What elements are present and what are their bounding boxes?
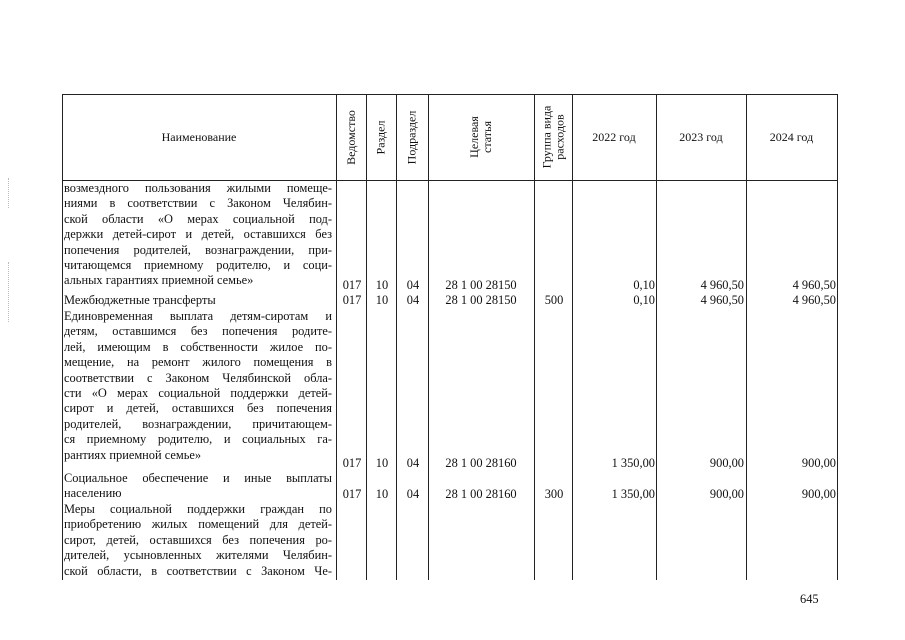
header-razdel-text: Раздел — [373, 120, 388, 154]
row-name-line: ской области, в соответствии с Законом Че- — [64, 563, 332, 578]
header-podrazdel — [396, 94, 428, 180]
row-2023: 900,00 — [709, 487, 744, 501]
header-gruppa-text — [540, 106, 566, 169]
row-podrazdel: 04 — [406, 278, 420, 292]
row-name-line: сирот, детей, оставшихся без попечения ро- — [64, 532, 332, 547]
row-name — [64, 293, 332, 308]
row-2023: 900,00 — [709, 456, 744, 470]
header-razdel — [366, 94, 396, 180]
header-2022: 2022 год — [592, 129, 636, 144]
header-2024: 2024 год — [769, 129, 814, 144]
row-name-line: попечения родителей, вознаграждении, при- — [64, 242, 332, 257]
row-name-line: приобретению жилых помещений для детей- — [64, 517, 332, 532]
header-vedomstvo-text: Ведомство — [343, 109, 358, 165]
row-podrazdel: 04 — [406, 487, 420, 501]
row-vedomstvo: 017 — [342, 487, 362, 501]
row-razdel: 10 — [375, 456, 389, 470]
row-name — [64, 181, 332, 289]
row-name-line: ся приемному родителю, и социальных га- — [64, 432, 332, 447]
row-podrazdel: 04 — [406, 293, 420, 307]
row-name — [64, 309, 332, 463]
header-podrazdel-text: Подраздел — [404, 110, 419, 164]
row-razdel: 10 — [375, 293, 389, 307]
header-celevaya-statya-text — [468, 116, 494, 158]
row-name-line: Единовременная выплата детям-сиротам и — [64, 309, 332, 323]
row-name-line: ниями в соответствии с Законом Челябин- — [64, 196, 332, 211]
row-name-line: детям, оставшимся без попечения родите- — [64, 324, 332, 339]
row-name-line: держки детей-сирот и детей, оставшихся без — [64, 227, 332, 242]
row-celevaya-statya: 28 1 00 28160 — [445, 487, 517, 501]
header-2023: 2023 год — [679, 129, 723, 144]
row-gruppa: 300 — [544, 487, 564, 501]
row-vedomstvo: 017 — [342, 456, 362, 470]
header-celevaya-line1: Целевая — [466, 116, 481, 158]
row-name-line: ской области «О мерах социальной под- — [64, 211, 332, 226]
row-2024: 900,00 — [801, 487, 836, 501]
row-name-line: Межбюджетные трансферты — [64, 293, 216, 307]
row-2022: 1 350,00 — [611, 487, 655, 501]
row-celevaya-statya: 28 1 00 28150 — [445, 293, 517, 307]
row-2023: 4 960,50 — [700, 293, 744, 307]
header-gruppa-line2: расходов — [552, 114, 566, 160]
row-name-line: читающемся приемному родителю, и соци- — [64, 257, 332, 272]
row-name-line: мещение, на ремонт жилого помещения в — [64, 355, 332, 370]
row-name-line: рантиях приемной семье» — [64, 447, 202, 462]
row-name-line: возмездного пользования жилыми помеще- — [64, 181, 332, 195]
row-podrazdel: 04 — [406, 456, 420, 470]
row-vedomstvo: 017 — [342, 293, 362, 307]
row-name-line: родителей, вознаграждении, причитающем- — [64, 416, 332, 431]
header-name: Наименование — [161, 129, 237, 144]
row-name-line: сирот и детей, оставшихся без попечения — [64, 401, 332, 416]
row-name — [64, 471, 332, 502]
row-2022: 1 350,00 — [611, 456, 655, 470]
row-gruppa: 500 — [544, 293, 564, 307]
row-name-line: Социальное обеспечение и иные выплаты — [64, 471, 332, 485]
row-name-line: лей, имеющим в собственности жилое по- — [64, 339, 332, 354]
margin-mark — [8, 262, 9, 322]
row-name-line: Меры социальной поддержки граждан по — [64, 502, 332, 516]
row-name-line: альных гарантиях приемной семье» — [64, 273, 254, 288]
row-razdel: 10 — [375, 487, 389, 501]
row-2022: 0,10 — [633, 278, 655, 292]
row-name-line: населению — [64, 486, 122, 501]
row-name — [64, 502, 332, 579]
row-2024: 4 960,50 — [792, 293, 836, 307]
header-gruppa — [534, 94, 572, 180]
header-gruppa-line1: Группа вида — [539, 105, 553, 169]
row-name-line: сти «О мерах социальной поддержки детей- — [64, 385, 332, 400]
row-name-line: соответствии с Законом Челябинской обла- — [64, 370, 332, 385]
row-2022: 0,10 — [633, 293, 655, 307]
row-2024: 4 960,50 — [792, 278, 836, 292]
page-number: 645 — [800, 592, 819, 606]
header-celevaya-line2: статья — [479, 121, 494, 153]
row-2024: 900,00 — [801, 456, 836, 470]
header-celevaya-statya — [428, 94, 534, 180]
row-celevaya-statya: 28 1 00 28160 — [445, 456, 517, 470]
row-name-line: дителей, усыновленных жителями Челябин- — [64, 548, 332, 563]
row-razdel: 10 — [375, 278, 389, 292]
margin-mark — [8, 178, 9, 208]
row-vedomstvo: 017 — [342, 278, 362, 292]
header-vedomstvo — [336, 94, 366, 180]
row-2023: 4 960,50 — [700, 278, 744, 292]
row-celevaya-statya: 28 1 00 28150 — [445, 278, 517, 292]
col-border — [837, 94, 838, 580]
budget-table — [62, 94, 838, 580]
